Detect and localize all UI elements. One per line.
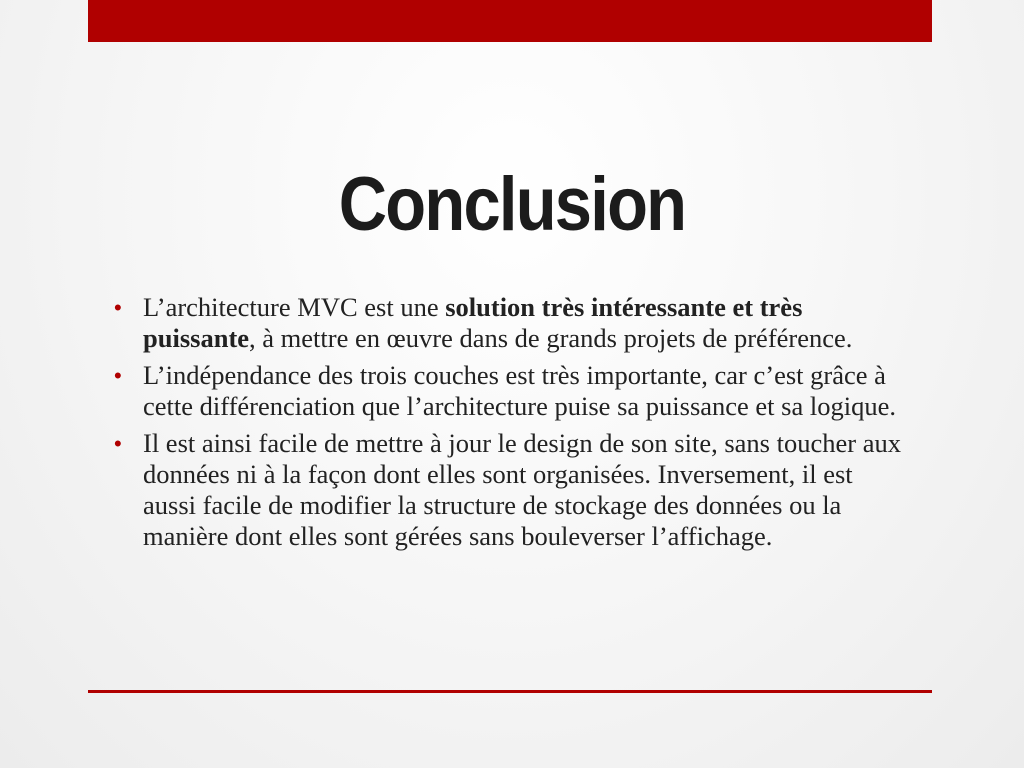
bullet-item (110, 292, 910, 354)
bullet-text-bold: solution très intéressante et très puissante (143, 292, 803, 353)
top-accent-bar (88, 0, 932, 42)
bullet-icon: • (114, 295, 122, 320)
bullet-text: L’indépendance des trois couches est très importante, car c’est grâce à cette différenciation que l’architecture puise sa puissance et sa logique. (143, 360, 896, 421)
slide-title: Conclusion (338, 162, 686, 247)
bullet-icon: • (114, 363, 122, 388)
bullet-text: Il est ainsi facile de mettre à jour le design de son site, sans toucher aux données ni à la façon dont elles sont organisées. Inversement, il est aussi facile de modifier la structure de stockage des données ou la manière dont elles sont gérées sans bouleverser l’affichage. (143, 428, 901, 551)
bullet-text-end: , à mettre en œuvre dans de grands projets de préférence. (249, 323, 853, 353)
bullet-item (110, 360, 910, 422)
bullet-list (110, 292, 910, 558)
bullet-text-start: L’architecture MVC est une (143, 292, 446, 322)
bullet-icon: • (114, 431, 122, 456)
bottom-divider-line (88, 690, 932, 693)
bullet-item (110, 428, 910, 552)
